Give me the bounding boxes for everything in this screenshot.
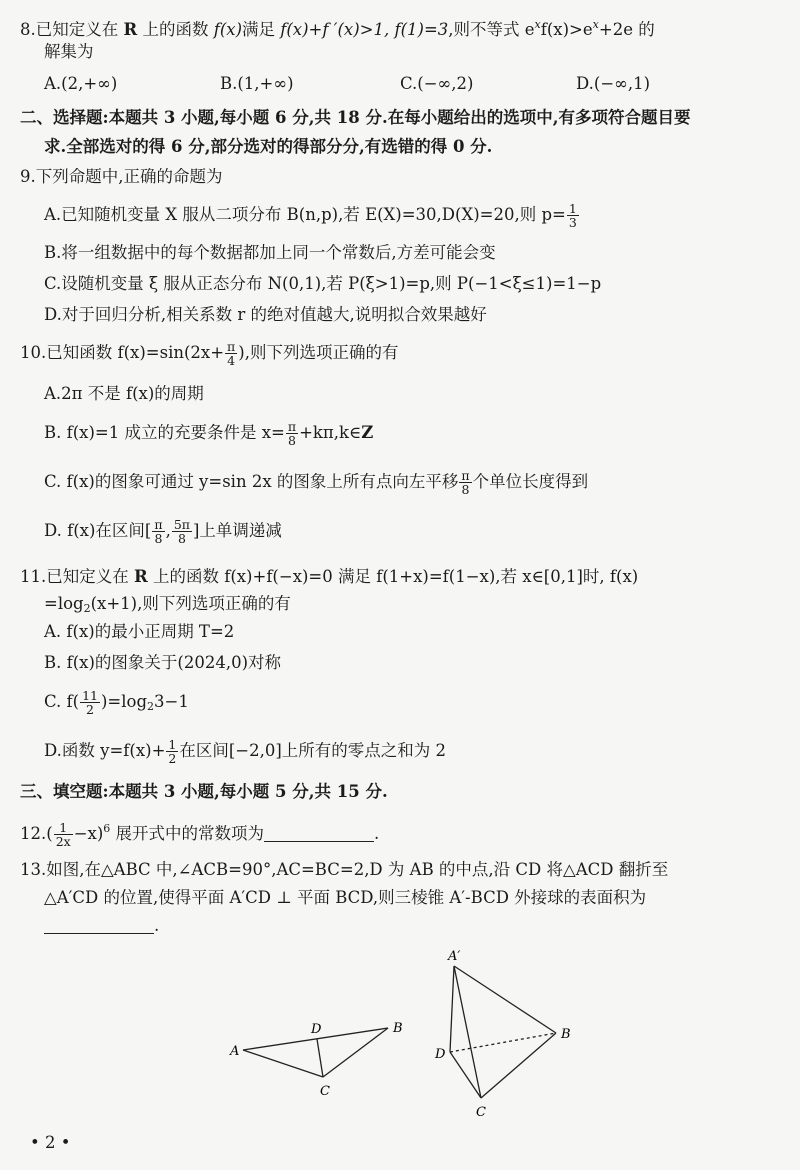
section2-heading-line2: 求.全部选对的得 6 分,部分选对的得部分分,有选错的得 0 分.: [44, 137, 493, 156]
q10-option-c: C. f(x)的图象可通过 y=sin 2x 的图象上所有点向左平移 $\frac{\pi}{8}$ 个单位长度得到: [44, 468, 589, 497]
q13-stem-line2: △A′CD 的位置,使得平面 A′CD ⊥ 平面 BCD,则三棱锥 A′-BCD 外接球的表面积为: [44, 888, 647, 907]
label-d-right: D: [435, 1047, 446, 1062]
q9-option-c: C.设随机变量 ξ 服从正态分布 N(0,1),若 P(ξ>1)=p,则 P(−1<ξ≤1)=1−p: [44, 274, 602, 293]
q11-stem-line2: $=\log_2(x+1)$,则下列选项正确的有: [44, 594, 291, 615]
q8-stem-line2: 解集为: [44, 42, 94, 61]
label-c-right: C: [476, 1105, 486, 1120]
q13-stem: 13.如图,在△ABC 中,∠ACB=90°,AC=BC=2,D 为 AB 的中点,沿 CD 将△ACD 翻折至: [20, 860, 669, 879]
label-a: A: [230, 1044, 240, 1059]
q8-option-d: D.(−∞,1): [576, 74, 651, 93]
edge-d-b-hidden: [450, 1033, 556, 1052]
q8-stem: 8.已知定义在 R 上的函数 f(x)满足 f(x)+f ′(x)>1, f(1)=3,则不等式 $e^xf(x)>e^x+2e$ 的: [20, 18, 655, 39]
label-b-right: B: [561, 1027, 571, 1042]
q11-option-b: B. f(x)的图象关于(2024,0)对称: [44, 653, 282, 672]
label-c: C: [320, 1084, 330, 1099]
q11-option-c: C. f( $\frac{11}{2}$ )$=\log_23-1$: [44, 688, 189, 717]
q10-option-a: A.2π 不是 f(x)的周期: [44, 384, 204, 403]
q13-figure: [0, 940, 800, 1130]
q8-options: [44, 73, 784, 95]
q10-option-b: B. f(x)=1 成立的充要条件是 x= $\frac{\pi}{8}$ +kπ,k∈Z: [44, 419, 374, 448]
edge-ap-d: [450, 966, 454, 1052]
right-tetrahedron: [450, 966, 556, 1098]
segment-cd: [317, 1039, 323, 1077]
q11-option-d: D.函数 y=f(x)+ $\frac{1}{2}$ 在区间[−2,0]上所有的零点之和为 2: [44, 737, 447, 766]
q8-option-b: B.(1,+∞): [220, 74, 294, 93]
q13-answer-line: .: [44, 915, 159, 937]
page-number: • 2 •: [30, 1133, 71, 1152]
q12-answer-blank: [264, 825, 374, 842]
q9-stem: 9.下列命题中,正确的命题为: [20, 167, 223, 186]
q13-answer-blank: [44, 917, 154, 934]
q8-option-a: A.(2,+∞): [44, 74, 118, 93]
q9-option-a: A.已知随机变量 X 服从二项分布 B(n,p),若 E(X)=30,D(X)=20,则 p= $\frac{1}{3}$: [44, 201, 577, 230]
section2-heading: 二、选择题:本题共 3 小题,每小题 6 分,共 18 分.在每小题给出的选项中,有多项符合题目要: [20, 108, 691, 127]
q10-option-d: D. f(x)在区间[ $\frac{\pi}{8}$ , $\frac{5\pi}{8}$ ]上单调递减: [44, 517, 282, 546]
q11-option-a: A. f(x)的最小正周期 T=2: [44, 622, 235, 641]
edge-b-c: [481, 1033, 556, 1098]
label-a-prime: A′: [448, 949, 461, 964]
q12-stem: 12.( $\frac{1}{2x}$ −x)$^6$ 展开式中的常数项为 .: [20, 820, 380, 849]
edge-ap-b: [454, 966, 556, 1033]
q8-option-c: C.(−∞,2): [400, 74, 474, 93]
segment-bc: [323, 1028, 388, 1077]
label-d: D: [311, 1022, 322, 1037]
q11-stem: 11.已知定义在 R 上的函数 f(x)+f(−x)=0 满足 f(1+x)=f(1−x),若 x∈[0,1]时, f(x): [20, 567, 639, 586]
segment-ac: [243, 1050, 323, 1077]
q10-stem: 10.已知函数 f(x)=sin(2x+ $\frac{\pi}{4}$ ),则下列选项正确的有: [20, 339, 399, 368]
q9-option-b: B.将一组数据中的每个数据都加上同一个常数后,方差可能会变: [44, 243, 496, 262]
section3-heading: 三、填空题:本题共 3 小题,每小题 5 分,共 15 分.: [20, 782, 388, 801]
q9-option-d: D.对于回归分析,相关系数 r 的绝对值越大,说明拟合效果越好: [44, 305, 487, 324]
label-b: B: [393, 1021, 403, 1036]
